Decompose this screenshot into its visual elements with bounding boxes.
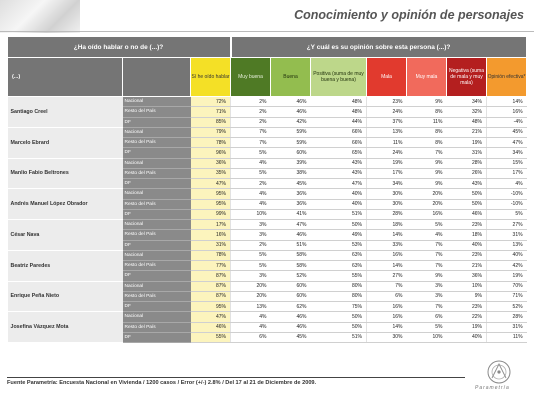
value-cell: 2% <box>231 117 271 127</box>
value-cell: 19% <box>447 322 487 332</box>
value-cell: 46% <box>271 230 311 240</box>
value-cell: 48% <box>311 97 367 107</box>
segment-label: Nacional <box>123 220 191 230</box>
value-cell: 38% <box>271 168 311 178</box>
value-cell: 14% <box>487 97 527 107</box>
value-cell: 10% <box>447 281 487 291</box>
value-cell: 6% <box>231 332 271 342</box>
value-cell: 16% <box>487 107 527 117</box>
table-row <box>8 250 527 260</box>
value-cell: 20% <box>407 189 447 199</box>
value-cell: 65% <box>311 148 367 158</box>
table-row <box>8 189 527 199</box>
value-cell: 52% <box>271 271 311 281</box>
person-name: Marcelo Ebrard <box>8 127 123 158</box>
value-cell: 43% <box>311 168 367 178</box>
segment-label: Nacional <box>123 281 191 291</box>
value-cell: 5% <box>231 148 271 158</box>
value-cell: 77% <box>191 261 231 271</box>
value-cell: 51% <box>311 332 367 342</box>
value-cell: 4% <box>231 158 271 168</box>
value-cell: 31% <box>487 322 527 332</box>
value-cell: 55% <box>311 271 367 281</box>
value-cell: 47% <box>487 138 527 148</box>
value-cell: 5% <box>231 261 271 271</box>
value-cell: 95% <box>191 189 231 199</box>
value-cell: 23% <box>447 220 487 230</box>
value-cell: 34% <box>487 148 527 158</box>
value-cell: 47% <box>191 312 231 322</box>
person-name: Andrés Manuel López Obrador <box>8 189 123 220</box>
value-cell: 17% <box>487 168 527 178</box>
value-cell: -10% <box>487 199 527 209</box>
segment-label: DF <box>123 209 191 219</box>
person-name: Beatriz Paredes <box>8 250 123 281</box>
header-right-question: ¿Y cuál es su opinión sobre esta persona (...)? <box>231 37 527 58</box>
segment-label: DF <box>123 332 191 342</box>
value-cell: 40% <box>447 240 487 250</box>
value-cell: 9% <box>447 291 487 301</box>
value-cell: 24% <box>367 107 407 117</box>
value-cell: 47% <box>191 179 231 189</box>
value-cell: 36% <box>447 271 487 281</box>
person-name: Josefina Vázquez Mota <box>8 312 123 343</box>
value-cell: 16% <box>367 302 407 312</box>
value-cell: 10% <box>231 209 271 219</box>
segment-label: DF <box>123 240 191 250</box>
col-header-very-bad: Muy mala <box>407 58 447 97</box>
value-cell: 44% <box>311 117 367 127</box>
value-cell: 45% <box>487 127 527 137</box>
value-cell: 63% <box>311 261 367 271</box>
value-cell: 31% <box>191 240 231 250</box>
value-cell: 6% <box>367 291 407 301</box>
opinion-table-container <box>7 37 526 343</box>
value-cell: 9% <box>407 271 447 281</box>
value-cell: 63% <box>311 250 367 260</box>
value-cell: 16% <box>407 209 447 219</box>
person-name: Enrique Peña Nieto <box>8 281 123 312</box>
value-cell: 9% <box>407 97 447 107</box>
value-cell: 34% <box>367 179 407 189</box>
value-cell: 9% <box>407 168 447 178</box>
value-cell: 78% <box>191 138 231 148</box>
value-cell: 40% <box>487 250 527 260</box>
value-cell: 70% <box>487 281 527 291</box>
value-cell: 3% <box>231 220 271 230</box>
value-cell: 87% <box>191 281 231 291</box>
value-cell: 55% <box>191 332 231 342</box>
value-cell: 14% <box>367 261 407 271</box>
value-cell: 50% <box>311 312 367 322</box>
value-cell: 28% <box>487 312 527 322</box>
value-cell: 13% <box>487 240 527 250</box>
value-cell: 11% <box>367 138 407 148</box>
value-cell: 34% <box>447 97 487 107</box>
value-cell: 7% <box>407 250 447 260</box>
value-cell: 20% <box>231 281 271 291</box>
value-cell: 42% <box>487 261 527 271</box>
value-cell: 71% <box>191 107 231 117</box>
value-cell: 17% <box>191 220 231 230</box>
value-cell: 58% <box>271 261 311 271</box>
value-cell: 51% <box>311 209 367 219</box>
value-cell: 78% <box>191 250 231 260</box>
value-cell: 96% <box>191 148 231 158</box>
value-cell: 46% <box>447 209 487 219</box>
value-cell: 14% <box>367 322 407 332</box>
value-cell: 22% <box>447 312 487 322</box>
value-cell: 45% <box>271 332 311 342</box>
value-cell: 51% <box>271 240 311 250</box>
value-cell: 72% <box>191 97 231 107</box>
segment-label: Resto del País <box>123 230 191 240</box>
value-cell: 75% <box>311 302 367 312</box>
value-cell: 19% <box>447 138 487 148</box>
value-cell: 16% <box>367 250 407 260</box>
value-cell: 37% <box>367 117 407 127</box>
value-cell: 30% <box>367 199 407 209</box>
value-cell: 59% <box>271 127 311 137</box>
value-cell: 23% <box>367 97 407 107</box>
value-cell: 39% <box>271 158 311 168</box>
segment-header-blank <box>123 58 191 97</box>
col-header-bad: Mala <box>367 58 407 97</box>
segment-label: Resto del País <box>123 261 191 271</box>
table-row <box>8 281 527 291</box>
value-cell: 31% <box>447 148 487 158</box>
segment-label: Resto del País <box>123 322 191 332</box>
value-cell: 36% <box>271 189 311 199</box>
value-cell: 23% <box>447 302 487 312</box>
header-photo <box>0 0 80 33</box>
value-cell: 7% <box>407 261 447 271</box>
page-title: Conocimiento y opinión de personajes <box>294 8 524 22</box>
header-left-question: ¿Ha oído hablar o no de (...)? <box>8 37 231 58</box>
value-cell: 47% <box>271 220 311 230</box>
col-header-negative: Negativa (suma de mala y muy mala) <box>447 58 487 97</box>
value-cell: 7% <box>407 148 447 158</box>
value-cell: 33% <box>367 240 407 250</box>
value-cell: 50% <box>447 189 487 199</box>
value-cell: 49% <box>311 230 367 240</box>
value-cell: 60% <box>271 281 311 291</box>
value-cell: 46% <box>271 322 311 332</box>
value-cell: 5% <box>407 322 447 332</box>
source-footnote: Fuente Parametría: Encuesta Nacional en Vivienda / 1200 casos / Error (+/-) 2.8% / Del 17 al 21 de Diciembre de 2009. <box>7 380 317 386</box>
value-cell: 9% <box>407 158 447 168</box>
footer-divider <box>7 377 465 378</box>
header-row-questions <box>8 37 527 58</box>
value-cell: 28% <box>447 158 487 168</box>
value-cell: -4% <box>487 117 527 127</box>
value-cell: 9% <box>407 179 447 189</box>
value-cell: 87% <box>191 271 231 281</box>
value-cell: 46% <box>191 322 231 332</box>
value-cell: 80% <box>311 281 367 291</box>
value-cell: 66% <box>311 138 367 148</box>
person-name: César Nava <box>8 220 123 251</box>
value-cell: 32% <box>447 107 487 117</box>
value-cell: 80% <box>311 291 367 301</box>
opinion-table <box>7 37 528 343</box>
value-cell: 4% <box>231 189 271 199</box>
value-cell: 40% <box>311 189 367 199</box>
value-cell: 11% <box>407 117 447 127</box>
value-cell: 79% <box>191 127 231 137</box>
value-cell: 21% <box>447 261 487 271</box>
value-cell: 3% <box>407 291 447 301</box>
value-cell: 58% <box>271 250 311 260</box>
value-cell: 45% <box>271 179 311 189</box>
value-cell: 48% <box>311 107 367 117</box>
value-cell: 50% <box>311 220 367 230</box>
segment-label: DF <box>123 148 191 158</box>
value-cell: 50% <box>447 199 487 209</box>
value-cell: 95% <box>191 199 231 209</box>
value-cell: 4% <box>407 230 447 240</box>
table-row <box>8 97 527 107</box>
value-cell: 4% <box>231 322 271 332</box>
value-cell: 2% <box>231 179 271 189</box>
table-row <box>8 220 527 230</box>
header-divider <box>0 31 534 32</box>
value-cell: 2% <box>231 97 271 107</box>
value-cell: 13% <box>231 302 271 312</box>
value-cell: 35% <box>191 168 231 178</box>
table-row <box>8 127 527 137</box>
col-header-heard: Sí he oído hablar <box>191 58 231 97</box>
value-cell: 46% <box>271 107 311 117</box>
value-cell: 99% <box>191 209 231 219</box>
value-cell: 7% <box>367 281 407 291</box>
value-cell: 6% <box>407 312 447 322</box>
value-cell: 66% <box>311 127 367 137</box>
value-cell: 14% <box>367 230 407 240</box>
segment-label: Nacional <box>123 312 191 322</box>
segment-label: Resto del País <box>123 107 191 117</box>
value-cell: 62% <box>271 302 311 312</box>
value-cell: 95% <box>191 302 231 312</box>
value-cell: 42% <box>271 117 311 127</box>
value-cell: 59% <box>271 138 311 148</box>
value-cell: 11% <box>487 332 527 342</box>
value-cell: 18% <box>367 220 407 230</box>
value-cell: 16% <box>191 230 231 240</box>
value-cell: 23% <box>447 250 487 260</box>
value-cell: 36% <box>191 158 231 168</box>
value-cell: 53% <box>311 240 367 250</box>
value-cell: 27% <box>487 220 527 230</box>
segment-label: DF <box>123 117 191 127</box>
value-cell: 3% <box>407 281 447 291</box>
value-cell: 8% <box>407 138 447 148</box>
value-cell: 20% <box>407 199 447 209</box>
value-cell: 17% <box>367 168 407 178</box>
value-cell: 18% <box>447 230 487 240</box>
value-cell: -10% <box>487 189 527 199</box>
person-name: Manlio Fabio Beltrones <box>8 158 123 189</box>
value-cell: 5% <box>487 209 527 219</box>
table-row <box>8 312 527 322</box>
value-cell: 24% <box>367 148 407 158</box>
col-header-effective: Opinión efectiva* <box>487 58 527 97</box>
segment-label: Nacional <box>123 250 191 260</box>
value-cell: 60% <box>271 148 311 158</box>
header-row-columns <box>8 58 527 97</box>
value-cell: 85% <box>191 117 231 127</box>
value-cell: 26% <box>447 168 487 178</box>
segment-label: Nacional <box>123 127 191 137</box>
value-cell: 40% <box>447 332 487 342</box>
segment-label: Resto del País <box>123 168 191 178</box>
value-cell: 60% <box>271 291 311 301</box>
value-cell: 43% <box>311 158 367 168</box>
value-cell: 2% <box>231 107 271 117</box>
value-cell: 7% <box>231 127 271 137</box>
value-cell: 2% <box>231 240 271 250</box>
value-cell: 7% <box>231 138 271 148</box>
value-cell: 43% <box>447 179 487 189</box>
value-cell: 31% <box>487 230 527 240</box>
segment-label: DF <box>123 271 191 281</box>
value-cell: 21% <box>447 127 487 137</box>
segment-label: Nacional <box>123 97 191 107</box>
value-cell: 20% <box>231 291 271 301</box>
value-cell: 4% <box>487 179 527 189</box>
value-cell: 5% <box>407 220 447 230</box>
col-header-positive: Positiva (suma de muy buena y buena) <box>311 58 367 97</box>
value-cell: 13% <box>367 127 407 137</box>
col-header-good: Buena <box>271 58 311 97</box>
value-cell: 3% <box>231 271 271 281</box>
value-cell: 15% <box>487 158 527 168</box>
value-cell: 71% <box>487 291 527 301</box>
segment-label: Nacional <box>123 189 191 199</box>
value-cell: 19% <box>487 271 527 281</box>
segment-label: DF <box>123 179 191 189</box>
value-cell: 4% <box>231 199 271 209</box>
segment-label: Resto del País <box>123 138 191 148</box>
row-header-label: (...) <box>8 58 123 97</box>
value-cell: 4% <box>231 312 271 322</box>
value-cell: 10% <box>407 332 447 342</box>
value-cell: 30% <box>367 189 407 199</box>
segment-label: Resto del País <box>123 291 191 301</box>
value-cell: 7% <box>407 302 447 312</box>
value-cell: 47% <box>311 179 367 189</box>
value-cell: 16% <box>367 312 407 322</box>
value-cell: 8% <box>407 127 447 137</box>
value-cell: 19% <box>367 158 407 168</box>
value-cell: 28% <box>367 209 407 219</box>
segment-label: Nacional <box>123 158 191 168</box>
value-cell: 27% <box>367 271 407 281</box>
value-cell: 5% <box>231 250 271 260</box>
segment-label: DF <box>123 302 191 312</box>
value-cell: 50% <box>311 322 367 332</box>
table-row <box>8 158 527 168</box>
logo-wordmark: Parametría <box>475 385 510 391</box>
person-name: Santiago Creel <box>8 97 123 128</box>
col-header-very-good: Muy buena <box>231 58 271 97</box>
value-cell: 30% <box>367 332 407 342</box>
value-cell: 87% <box>191 291 231 301</box>
value-cell: 46% <box>271 97 311 107</box>
value-cell: 36% <box>271 199 311 209</box>
value-cell: 7% <box>407 240 447 250</box>
value-cell: 8% <box>407 107 447 117</box>
segment-label: Resto del País <box>123 199 191 209</box>
value-cell: 48% <box>447 117 487 127</box>
value-cell: 3% <box>231 230 271 240</box>
value-cell: 40% <box>311 199 367 209</box>
value-cell: 41% <box>271 209 311 219</box>
value-cell: 5% <box>231 168 271 178</box>
value-cell: 46% <box>271 312 311 322</box>
value-cell: 52% <box>487 302 527 312</box>
